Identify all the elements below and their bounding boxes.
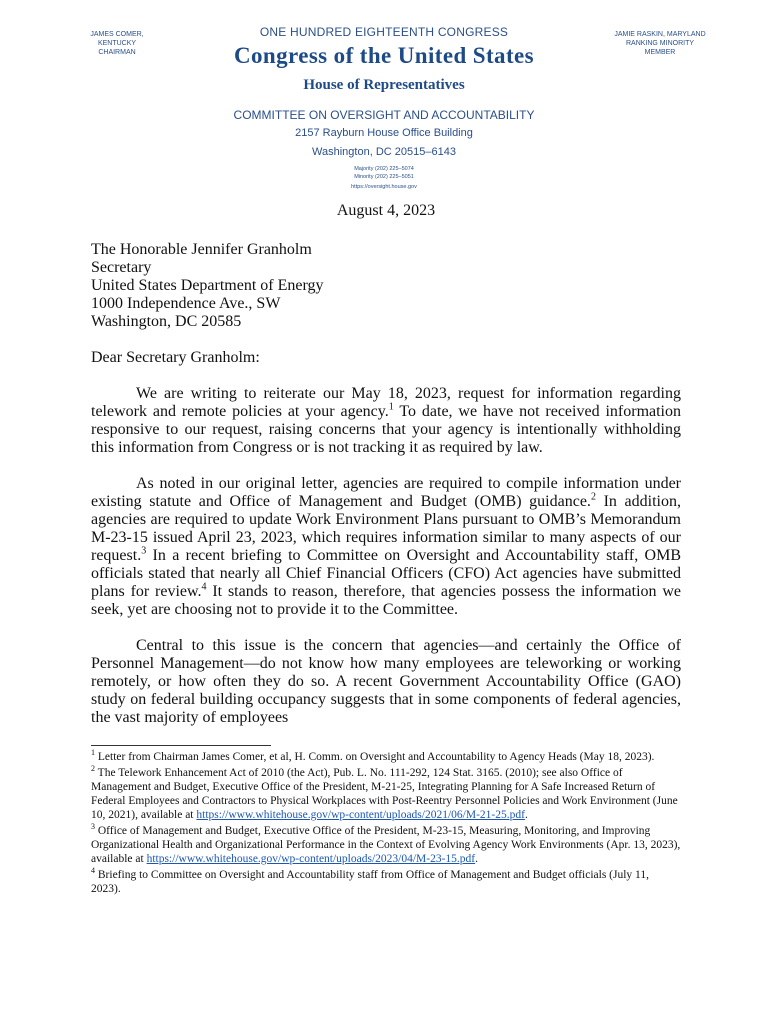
recipient-line: Washington, DC 20585 bbox=[91, 313, 242, 330]
footnote-4 bbox=[91, 868, 681, 896]
ranking-member-name: JAMIE RASKIN, MARYLAND bbox=[614, 31, 706, 38]
footnote-number: 2 bbox=[91, 764, 95, 774]
footnote-divider bbox=[91, 745, 271, 746]
recipient-line: United States Department of Energy bbox=[91, 277, 324, 294]
paragraph-3: Central to this issue is the concern that agencies—and certainly the Office of Personnel Management—do not know how many employees are teleworking or working remotely, or how often they do so. A recent Government Accountability Office (GAO) study on federal building occupancy suggests that in some components of federal agencies, the vast majority of employees bbox=[91, 637, 681, 726]
city-address: Washington, DC 20515–6143 bbox=[312, 146, 456, 158]
building-address: 2157 Rayburn House Office Building bbox=[295, 127, 473, 139]
footnote-text: Letter from Chairman James Comer, et al, H. Comm. on Oversight and Accountability to Agency Heads (May 18, 2023). bbox=[95, 751, 655, 763]
phone-minority: Minority (202) 225–5051 bbox=[354, 174, 414, 180]
letter-body bbox=[91, 202, 681, 1024]
paragraph-text: In a recent briefing to Committee on Oversight and Accountability staff, OMB officials stated that nearly all Chief Financial Officers (CFO) Act agencies have submitted plans for review. bbox=[91, 547, 681, 600]
paragraph-text: To date, we have not received information responsive to our request, raising concerns that your agency is intentionally withholding this information from Congress or is not tracking it as required by law. bbox=[91, 403, 681, 456]
footnote-text: Briefing to Committee on Oversight and Accountability staff from Office of Management and Budget officials (July 11, 2023). bbox=[91, 869, 650, 895]
recipient-address bbox=[91, 241, 681, 331]
paragraph-text: It stands to reason, therefore, that agencies possess the information we seek, yet are choosing not to provide it to the Committee. bbox=[91, 583, 681, 618]
paragraph-text: We are writing to reiterate our May 18, 2023, request for information regarding telework and remote policies at your agency. bbox=[91, 385, 681, 420]
paragraph-1 bbox=[91, 385, 681, 457]
paragraph-text: In addition, agencies are required to update Work Environment Plans pursuant to OMB’s Memorandum M-23-15 issued April 23, 2023, which requires information similar to many aspects of our request. bbox=[91, 493, 681, 564]
footnote-text: Office of Management and Budget, Executive Office of the President, M-23-15, Measuring, Monitoring, and Improving Organizational Health and Organizational Performance in the Context of Evolving Agency Work Environments (Apr. 13, 2023), available at bbox=[91, 825, 681, 865]
congress-number: ONE HUNDRED EIGHTEENTH CONGRESS bbox=[259, 25, 509, 39]
footnote-3 bbox=[91, 824, 681, 866]
ranking-member-title: RANKING MINORITY MEMBER bbox=[625, 40, 695, 56]
congress-title: Congress of the United States bbox=[234, 43, 534, 68]
footnote-ref[interactable]: 4 bbox=[201, 581, 207, 593]
paragraph-text: As noted in our original letter, agencies are required to compile information under existing statute and Office of Management and Budget (OMB) guidance. bbox=[91, 475, 681, 510]
house-title: House of Representatives bbox=[303, 77, 465, 93]
recipient-line: 1000 Independence Ave., SW bbox=[91, 295, 281, 312]
footnote-ref[interactable]: 3 bbox=[141, 545, 147, 557]
footnote-link[interactable]: https://www.whitehouse.gov/wp-content/uploads/2023/04/M-23-15.pdf bbox=[146, 853, 476, 865]
footnote-link[interactable]: https://www.whitehouse.gov/wp-content/uploads/2021/06/M-21-25.pdf bbox=[196, 809, 525, 821]
footnote-1 bbox=[91, 750, 681, 764]
website-link[interactable]: https://oversight.house.gov bbox=[351, 184, 417, 190]
recipient-line: The Honorable Jennifer Granholm bbox=[91, 241, 312, 258]
committee-name: COMMITTEE ON OVERSIGHT AND ACCOUNTABILITY bbox=[233, 108, 535, 122]
footnote-number: 3 bbox=[91, 822, 95, 832]
footnote-text: . bbox=[524, 809, 528, 821]
chairman-name: JAMES COMER, KENTUCKY bbox=[90, 31, 144, 47]
footnote-text: The Telework Enhancement Act of 2010 (the Act), Pub. L. No. 111-292, 124 Stat. 3165. (2010); see also Office of Management and Budget, Executive Office of the President, M-21-25, Integrating Planning for A Safe Increased Return of Federal Employees and Contractors to Physical Workplaces with Post-Reentry Personnel Policies and Work Environment (June 10, 2021), available at bbox=[91, 767, 678, 821]
paragraph-2 bbox=[91, 475, 681, 619]
footnote-ref[interactable]: 1 bbox=[388, 401, 394, 413]
ranking-member-block bbox=[612, 30, 708, 57]
salutation: Dear Secretary Granholm: bbox=[91, 349, 260, 366]
letterhead bbox=[0, 0, 768, 215]
letter-date: August 4, 2023 bbox=[336, 202, 436, 219]
footnote-text: . bbox=[475, 853, 479, 865]
footnote-ref[interactable]: 2 bbox=[590, 491, 596, 503]
footnote-number: 1 bbox=[91, 748, 95, 758]
chairman-title: CHAIRMAN bbox=[98, 49, 136, 56]
footnote-2 bbox=[91, 766, 681, 822]
recipient-line: Secretary bbox=[91, 259, 152, 276]
phone-majority: Majority (202) 225–5074 bbox=[354, 166, 414, 172]
footnote-number: 4 bbox=[91, 866, 95, 876]
phone-numbers bbox=[0, 165, 768, 181]
